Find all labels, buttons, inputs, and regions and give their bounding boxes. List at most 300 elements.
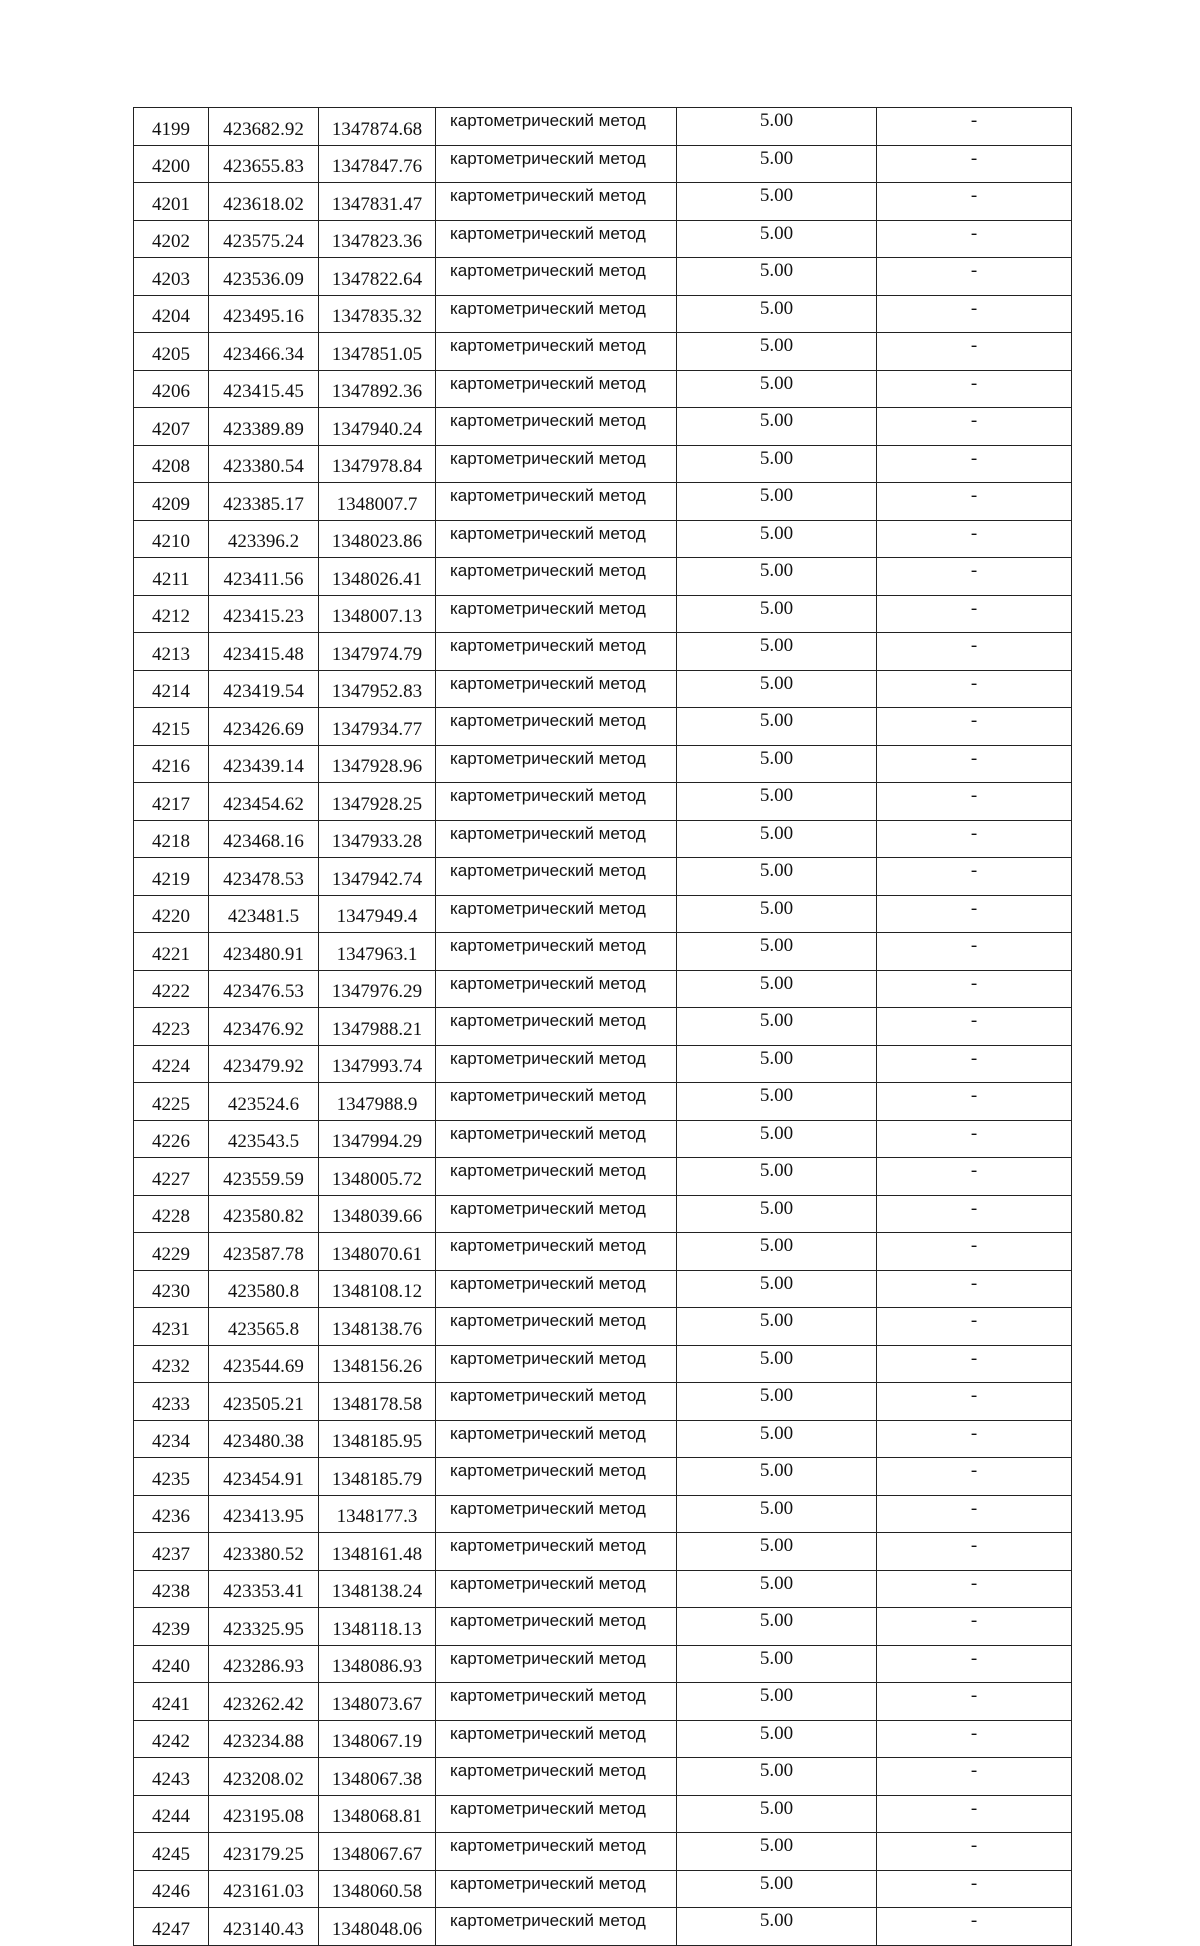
note-cell: - [877,1870,1072,1908]
accuracy-cell: 5.00 [677,1683,877,1721]
accuracy-cell: 5.00 [677,145,877,183]
y-coordinate-cell: 1347892.36 [319,370,436,408]
y-coordinate-cell: 1347933.28 [319,820,436,858]
y-coordinate-cell: 1348161.48 [319,1533,436,1571]
x-coordinate-cell: 423480.38 [209,1420,319,1458]
method-cell: картометрический метод [436,145,677,183]
note-cell: - [877,633,1072,671]
accuracy-cell: 5.00 [677,820,877,858]
y-coordinate-cell: 1347831.47 [319,183,436,221]
table-row [134,1870,1072,1908]
method-cell: картометрический метод [436,1195,677,1233]
note-cell: - [877,858,1072,896]
note-cell: - [877,183,1072,221]
y-coordinate-cell: 1347928.96 [319,745,436,783]
table-row [134,145,1072,183]
accuracy-cell: 5.00 [677,258,877,296]
table-row [134,258,1072,296]
accuracy-cell: 5.00 [677,1645,877,1683]
method-cell: картометрический метод [436,633,677,671]
x-coordinate-cell: 423468.16 [209,820,319,858]
y-coordinate-cell: 1348067.67 [319,1833,436,1871]
method-cell: картометрический метод [436,295,677,333]
point-number-cell: 4215 [134,708,209,746]
table-row [134,970,1072,1008]
accuracy-cell: 5.00 [677,970,877,1008]
note-cell: - [877,333,1072,371]
table-row [134,1833,1072,1871]
point-number-cell: 4202 [134,220,209,258]
x-coordinate-cell: 423587.78 [209,1233,319,1271]
accuracy-cell: 5.00 [677,1608,877,1646]
accuracy-cell: 5.00 [677,445,877,483]
method-cell: картометрический метод [436,183,677,221]
accuracy-cell: 5.00 [677,1008,877,1046]
note-cell: - [877,1120,1072,1158]
method-cell: картометрический метод [436,1570,677,1608]
x-coordinate-cell: 423481.5 [209,895,319,933]
point-number-cell: 4241 [134,1683,209,1721]
coordinates-table-body [134,108,1072,1946]
note-cell: - [877,1420,1072,1458]
method-cell: картометрический метод [436,933,677,971]
note-cell: - [877,220,1072,258]
y-coordinate-cell: 1347928.25 [319,783,436,821]
accuracy-cell: 5.00 [677,1270,877,1308]
accuracy-cell: 5.00 [677,1833,877,1871]
note-cell: - [877,895,1072,933]
method-cell: картометрический метод [436,1908,677,1946]
point-number-cell: 4222 [134,970,209,1008]
note-cell: - [877,1570,1072,1608]
y-coordinate-cell: 1347988.21 [319,1008,436,1046]
method-cell: картометрический метод [436,483,677,521]
method-cell: картометрический метод [436,708,677,746]
note-cell: - [877,1233,1072,1271]
point-number-cell: 4221 [134,933,209,971]
point-number-cell: 4206 [134,370,209,408]
point-number-cell: 4216 [134,745,209,783]
table-row [134,895,1072,933]
accuracy-cell: 5.00 [677,1345,877,1383]
method-cell: картометрический метод [436,1270,677,1308]
x-coordinate-cell: 423140.43 [209,1908,319,1946]
y-coordinate-cell: 1347974.79 [319,633,436,671]
note-cell: - [877,483,1072,521]
table-row [134,1120,1072,1158]
x-coordinate-cell: 423466.34 [209,333,319,371]
y-coordinate-cell: 1348073.67 [319,1683,436,1721]
table-row [134,1420,1072,1458]
accuracy-cell: 5.00 [677,370,877,408]
accuracy-cell: 5.00 [677,1195,877,1233]
method-cell: картометрический метод [436,1083,677,1121]
method-cell: картометрический метод [436,820,677,858]
accuracy-cell: 5.00 [677,1120,877,1158]
coordinates-table [133,107,1072,1946]
x-coordinate-cell: 423505.21 [209,1383,319,1421]
x-coordinate-cell: 423655.83 [209,145,319,183]
method-cell: картометрический метод [436,858,677,896]
note-cell: - [877,558,1072,596]
note-cell: - [877,1758,1072,1796]
method-cell: картометрический метод [436,1308,677,1346]
y-coordinate-cell: 1347822.64 [319,258,436,296]
accuracy-cell: 5.00 [677,220,877,258]
point-number-cell: 4235 [134,1458,209,1496]
point-number-cell: 4203 [134,258,209,296]
note-cell: - [877,1833,1072,1871]
x-coordinate-cell: 423411.56 [209,558,319,596]
accuracy-cell: 5.00 [677,783,877,821]
x-coordinate-cell: 423454.62 [209,783,319,821]
y-coordinate-cell: 1348138.24 [319,1570,436,1608]
note-cell: - [877,708,1072,746]
x-coordinate-cell: 423559.59 [209,1158,319,1196]
table-row [134,183,1072,221]
table-row [134,558,1072,596]
method-cell: картометрический метод [436,1458,677,1496]
y-coordinate-cell: 1348156.26 [319,1345,436,1383]
table-row [134,858,1072,896]
method-cell: картометрический метод [436,445,677,483]
y-coordinate-cell: 1348070.61 [319,1233,436,1271]
x-coordinate-cell: 423208.02 [209,1758,319,1796]
point-number-cell: 4217 [134,783,209,821]
method-cell: картометрический метод [436,1495,677,1533]
y-coordinate-cell: 1348185.79 [319,1458,436,1496]
method-cell: картометрический метод [436,370,677,408]
y-coordinate-cell: 1347942.74 [319,858,436,896]
method-cell: картометрический метод [436,1533,677,1571]
accuracy-cell: 5.00 [677,1870,877,1908]
note-cell: - [877,970,1072,1008]
y-coordinate-cell: 1347988.9 [319,1083,436,1121]
accuracy-cell: 5.00 [677,483,877,521]
x-coordinate-cell: 423439.14 [209,745,319,783]
x-coordinate-cell: 423380.54 [209,445,319,483]
table-row [134,1758,1072,1796]
y-coordinate-cell: 1348060.58 [319,1870,436,1908]
method-cell: картометрический метод [436,1833,677,1871]
x-coordinate-cell: 423565.8 [209,1308,319,1346]
point-number-cell: 4225 [134,1083,209,1121]
y-coordinate-cell: 1347963.1 [319,933,436,971]
x-coordinate-cell: 423325.95 [209,1608,319,1646]
point-number-cell: 4207 [134,408,209,446]
point-number-cell: 4210 [134,520,209,558]
y-coordinate-cell: 1348178.58 [319,1383,436,1421]
y-coordinate-cell: 1348005.72 [319,1158,436,1196]
point-number-cell: 4199 [134,108,209,146]
accuracy-cell: 5.00 [677,1308,877,1346]
table-row [134,1045,1072,1083]
accuracy-cell: 5.00 [677,183,877,221]
y-coordinate-cell: 1348138.76 [319,1308,436,1346]
y-coordinate-cell: 1348185.95 [319,1420,436,1458]
x-coordinate-cell: 423415.48 [209,633,319,671]
accuracy-cell: 5.00 [677,1795,877,1833]
y-coordinate-cell: 1348048.06 [319,1908,436,1946]
x-coordinate-cell: 423179.25 [209,1833,319,1871]
point-number-cell: 4200 [134,145,209,183]
table-row [134,1308,1072,1346]
y-coordinate-cell: 1348068.81 [319,1795,436,1833]
method-cell: картометрический метод [436,333,677,371]
accuracy-cell: 5.00 [677,295,877,333]
point-number-cell: 4234 [134,1420,209,1458]
x-coordinate-cell: 423353.41 [209,1570,319,1608]
point-number-cell: 4230 [134,1270,209,1308]
x-coordinate-cell: 423262.42 [209,1683,319,1721]
point-number-cell: 4214 [134,670,209,708]
y-coordinate-cell: 1348023.86 [319,520,436,558]
y-coordinate-cell: 1347874.68 [319,108,436,146]
x-coordinate-cell: 423495.16 [209,295,319,333]
method-cell: картометрический метод [436,108,677,146]
y-coordinate-cell: 1348026.41 [319,558,436,596]
note-cell: - [877,145,1072,183]
accuracy-cell: 5.00 [677,595,877,633]
table-row [134,483,1072,521]
y-coordinate-cell: 1348067.38 [319,1758,436,1796]
y-coordinate-cell: 1348007.13 [319,595,436,633]
note-cell: - [877,1158,1072,1196]
method-cell: картометрический метод [436,595,677,633]
point-number-cell: 4242 [134,1720,209,1758]
accuracy-cell: 5.00 [677,1158,877,1196]
point-number-cell: 4205 [134,333,209,371]
method-cell: картометрический метод [436,745,677,783]
method-cell: картометрический метод [436,1383,677,1421]
point-number-cell: 4247 [134,1908,209,1946]
note-cell: - [877,1608,1072,1646]
accuracy-cell: 5.00 [677,1420,877,1458]
table-row [134,1608,1072,1646]
method-cell: картометрический метод [436,1233,677,1271]
y-coordinate-cell: 1347978.84 [319,445,436,483]
point-number-cell: 4204 [134,295,209,333]
x-coordinate-cell: 423286.93 [209,1645,319,1683]
accuracy-cell: 5.00 [677,1495,877,1533]
method-cell: картометрический метод [436,1420,677,1458]
x-coordinate-cell: 423580.8 [209,1270,319,1308]
x-coordinate-cell: 423415.45 [209,370,319,408]
method-cell: картометрический метод [436,1008,677,1046]
point-number-cell: 4229 [134,1233,209,1271]
x-coordinate-cell: 423524.6 [209,1083,319,1121]
table-row [134,1495,1072,1533]
note-cell: - [877,1683,1072,1721]
method-cell: картометрический метод [436,1720,677,1758]
accuracy-cell: 5.00 [677,1533,877,1571]
y-coordinate-cell: 1348177.3 [319,1495,436,1533]
x-coordinate-cell: 423682.92 [209,108,319,146]
accuracy-cell: 5.00 [677,558,877,596]
x-coordinate-cell: 423161.03 [209,1870,319,1908]
table-row [134,670,1072,708]
point-number-cell: 4209 [134,483,209,521]
x-coordinate-cell: 423385.17 [209,483,319,521]
y-coordinate-cell: 1347851.05 [319,333,436,371]
table-row [134,783,1072,821]
table-row [134,1195,1072,1233]
point-number-cell: 4218 [134,820,209,858]
table-row [134,708,1072,746]
point-number-cell: 4245 [134,1833,209,1871]
method-cell: картометрический метод [436,558,677,596]
accuracy-cell: 5.00 [677,708,877,746]
note-cell: - [877,670,1072,708]
method-cell: картометрический метод [436,1120,677,1158]
note-cell: - [877,370,1072,408]
note-cell: - [877,1008,1072,1046]
accuracy-cell: 5.00 [677,1383,877,1421]
table-row [134,633,1072,671]
y-coordinate-cell: 1347835.32 [319,295,436,333]
point-number-cell: 4238 [134,1570,209,1608]
method-cell: картометрический метод [436,520,677,558]
method-cell: картометрический метод [436,895,677,933]
x-coordinate-cell: 423380.52 [209,1533,319,1571]
table-row [134,1270,1072,1308]
table-row [134,370,1072,408]
note-cell: - [877,1795,1072,1833]
method-cell: картометрический метод [436,1870,677,1908]
accuracy-cell: 5.00 [677,633,877,671]
point-number-cell: 4219 [134,858,209,896]
accuracy-cell: 5.00 [677,1720,877,1758]
method-cell: картометрический метод [436,1608,677,1646]
method-cell: картометрический метод [436,220,677,258]
point-number-cell: 4212 [134,595,209,633]
note-cell: - [877,1720,1072,1758]
table-row [134,1795,1072,1833]
method-cell: картометрический метод [436,783,677,821]
point-number-cell: 4224 [134,1045,209,1083]
table-row [134,1908,1072,1946]
x-coordinate-cell: 423454.91 [209,1458,319,1496]
note-cell: - [877,1345,1072,1383]
x-coordinate-cell: 423415.23 [209,595,319,633]
method-cell: картометрический метод [436,1158,677,1196]
note-cell: - [877,1308,1072,1346]
note-cell: - [877,1045,1072,1083]
accuracy-cell: 5.00 [677,1758,877,1796]
table-row [134,1720,1072,1758]
point-number-cell: 4240 [134,1645,209,1683]
y-coordinate-cell: 1348108.12 [319,1270,436,1308]
table-row [134,1158,1072,1196]
point-number-cell: 4223 [134,1008,209,1046]
accuracy-cell: 5.00 [677,745,877,783]
table-row [134,745,1072,783]
x-coordinate-cell: 423426.69 [209,708,319,746]
method-cell: картометрический метод [436,1683,677,1721]
accuracy-cell: 5.00 [677,1045,877,1083]
y-coordinate-cell: 1348039.66 [319,1195,436,1233]
accuracy-cell: 5.00 [677,408,877,446]
accuracy-cell: 5.00 [677,933,877,971]
point-number-cell: 4228 [134,1195,209,1233]
table-row [134,408,1072,446]
table-row [134,1345,1072,1383]
note-cell: - [877,1908,1072,1946]
note-cell: - [877,1383,1072,1421]
point-number-cell: 4237 [134,1533,209,1571]
table-row [134,1008,1072,1046]
note-cell: - [877,1495,1072,1533]
accuracy-cell: 5.00 [677,108,877,146]
point-number-cell: 4243 [134,1758,209,1796]
x-coordinate-cell: 423618.02 [209,183,319,221]
x-coordinate-cell: 423396.2 [209,520,319,558]
note-cell: - [877,1083,1072,1121]
method-cell: картометрический метод [436,670,677,708]
accuracy-cell: 5.00 [677,1908,877,1946]
note-cell: - [877,1645,1072,1683]
table-row [134,445,1072,483]
x-coordinate-cell: 423479.92 [209,1045,319,1083]
y-coordinate-cell: 1347823.36 [319,220,436,258]
x-coordinate-cell: 423234.88 [209,1720,319,1758]
note-cell: - [877,745,1072,783]
table-row [134,1683,1072,1721]
accuracy-cell: 5.00 [677,1458,877,1496]
accuracy-cell: 5.00 [677,1083,877,1121]
y-coordinate-cell: 1347847.76 [319,145,436,183]
table-row [134,1083,1072,1121]
point-number-cell: 4208 [134,445,209,483]
point-number-cell: 4227 [134,1158,209,1196]
point-number-cell: 4244 [134,1795,209,1833]
note-cell: - [877,1195,1072,1233]
table-row [134,820,1072,858]
y-coordinate-cell: 1348067.19 [319,1720,436,1758]
method-cell: картометрический метод [436,1645,677,1683]
accuracy-cell: 5.00 [677,1233,877,1271]
point-number-cell: 4233 [134,1383,209,1421]
method-cell: картометрический метод [436,970,677,1008]
point-number-cell: 4239 [134,1608,209,1646]
table-row [134,220,1072,258]
note-cell: - [877,783,1072,821]
point-number-cell: 4231 [134,1308,209,1346]
y-coordinate-cell: 1347994.29 [319,1120,436,1158]
note-cell: - [877,445,1072,483]
accuracy-cell: 5.00 [677,670,877,708]
point-number-cell: 4236 [134,1495,209,1533]
table-row [134,1645,1072,1683]
point-number-cell: 4226 [134,1120,209,1158]
note-cell: - [877,1270,1072,1308]
y-coordinate-cell: 1347940.24 [319,408,436,446]
method-cell: картометрический метод [436,1795,677,1833]
method-cell: картометрический метод [436,1758,677,1796]
table-row [134,1233,1072,1271]
x-coordinate-cell: 423536.09 [209,258,319,296]
method-cell: картометрический метод [436,1345,677,1383]
accuracy-cell: 5.00 [677,333,877,371]
y-coordinate-cell: 1347934.77 [319,708,436,746]
method-cell: картометрический метод [436,1045,677,1083]
note-cell: - [877,595,1072,633]
point-number-cell: 4213 [134,633,209,671]
point-number-cell: 4246 [134,1870,209,1908]
note-cell: - [877,295,1072,333]
point-number-cell: 4220 [134,895,209,933]
note-cell: - [877,1458,1072,1496]
